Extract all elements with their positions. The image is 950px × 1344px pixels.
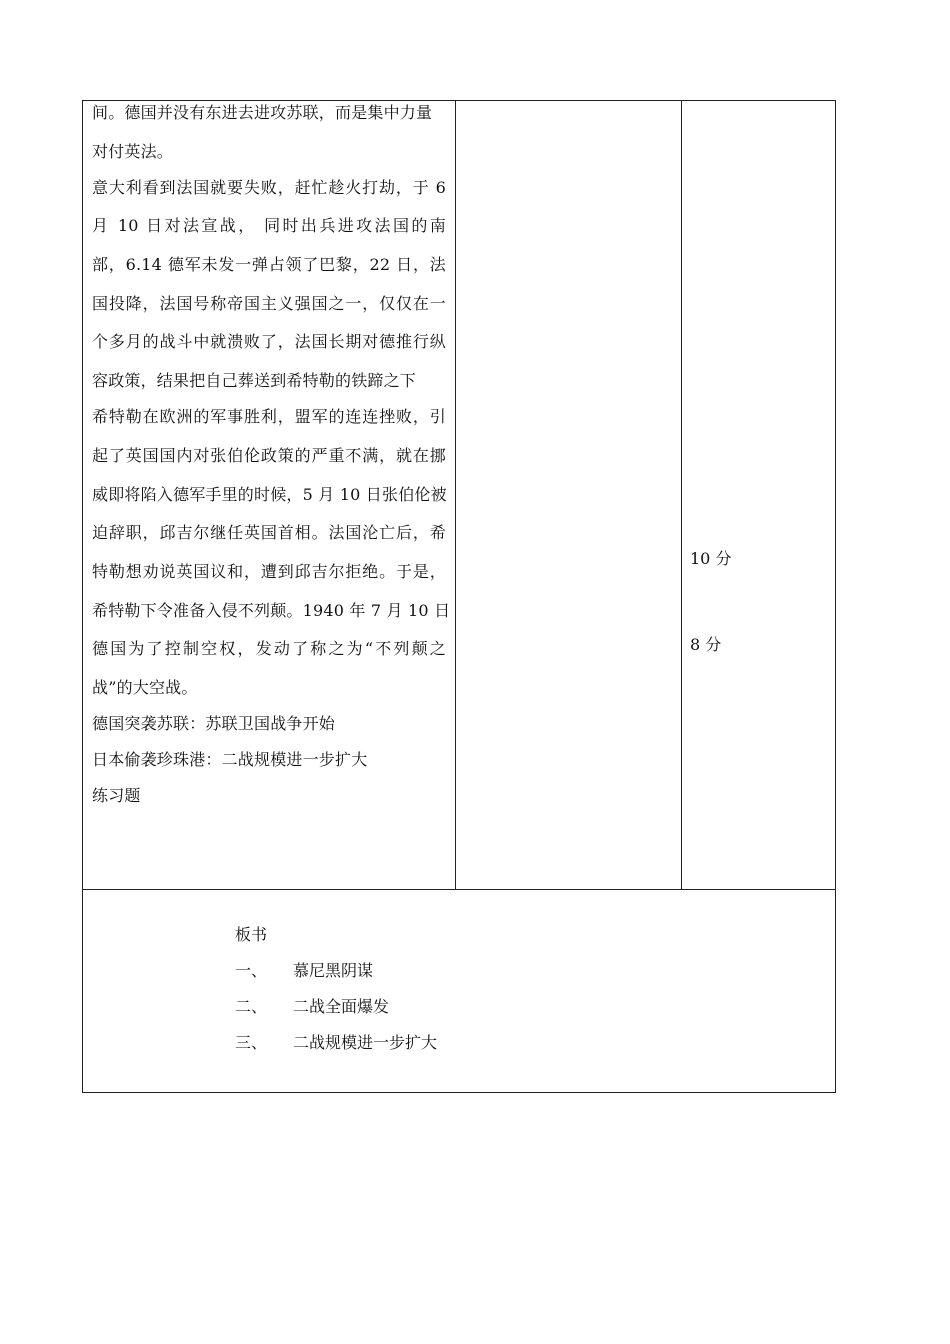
content-line: 意大利看到法国就要失败，赶忙趁火打劫，于 6 bbox=[92, 177, 446, 197]
content-line: 德国为了控制空权，发动了称之为“不列颠之 bbox=[92, 639, 446, 659]
lesson-content bbox=[83, 101, 455, 820]
content-line: 迫辞职，邱吉尔继任英国首相。法国沦亡后，希 bbox=[92, 523, 446, 543]
board-item bbox=[235, 994, 389, 1017]
content-line: 威即将陷入德军手里的时候，5 月 10 日张伯伦被 bbox=[92, 484, 447, 504]
board-item-number: 一、 bbox=[235, 961, 268, 980]
board-item-text: 慕尼黑阴谋 bbox=[293, 961, 374, 980]
content-line: 部，6.14 德军未发一弹占领了巴黎，22 日，法 bbox=[92, 255, 446, 275]
board-item-number: 二、 bbox=[235, 997, 268, 1016]
content-line: 日本偷袭珍珠港：二战规模进一步扩大 bbox=[92, 749, 368, 769]
board-row bbox=[83, 890, 836, 1093]
lesson-plan-table bbox=[82, 100, 836, 1093]
board-item-text: 二战全面爆发 bbox=[293, 997, 390, 1016]
content-line: 特勒想劝说英国议和，遭到邱吉尔拒绝。于是， bbox=[92, 561, 446, 581]
empty-column-cell bbox=[456, 101, 682, 890]
content-line: 对付英法。 bbox=[92, 141, 174, 161]
time-label-1: 10 分 bbox=[690, 549, 732, 568]
content-line: 德国突袭苏联：苏联卫国战争开始 bbox=[92, 713, 336, 733]
board-item bbox=[235, 958, 373, 981]
content-line: 起了英国国内对张伯伦政策的严重不满，就在挪 bbox=[92, 445, 446, 465]
board-cell bbox=[83, 890, 836, 1093]
lesson-content-cell bbox=[83, 101, 456, 890]
board-item bbox=[235, 1030, 437, 1053]
content-row bbox=[83, 101, 836, 890]
content-line: 个多月的战斗中就溃败了，法国长期对德推行纵 bbox=[92, 332, 446, 352]
time-cell bbox=[682, 101, 836, 890]
board-item-text: 二战规模进一步扩大 bbox=[293, 1033, 438, 1052]
content-line: 练习题 bbox=[92, 785, 141, 805]
content-line: 战”的大空战。 bbox=[92, 677, 198, 697]
board-item-number: 三、 bbox=[235, 1033, 268, 1052]
content-line: 国投降，法国号称帝国主义强国之一，仅仅在一 bbox=[92, 293, 446, 313]
time-label-2: 8 分 bbox=[690, 635, 722, 654]
board-title: 板书 bbox=[235, 925, 268, 944]
content-line: 希特勒下令准备入侵不列颠。1940 年 7 月 10 日 bbox=[92, 600, 451, 620]
content-line: 希特勒在欧洲的军事胜利，盟军的连连挫败，引 bbox=[92, 407, 446, 427]
content-line: 月 10 日对法宣战， 同时出兵进攻法国的南 bbox=[92, 216, 446, 236]
content-line: 容政策，结果把自己葬送到希特勒的铁蹄之下 bbox=[92, 371, 417, 391]
content-line: 间。德国并没有东进去进攻苏联，而是集中力量 bbox=[92, 103, 433, 122]
